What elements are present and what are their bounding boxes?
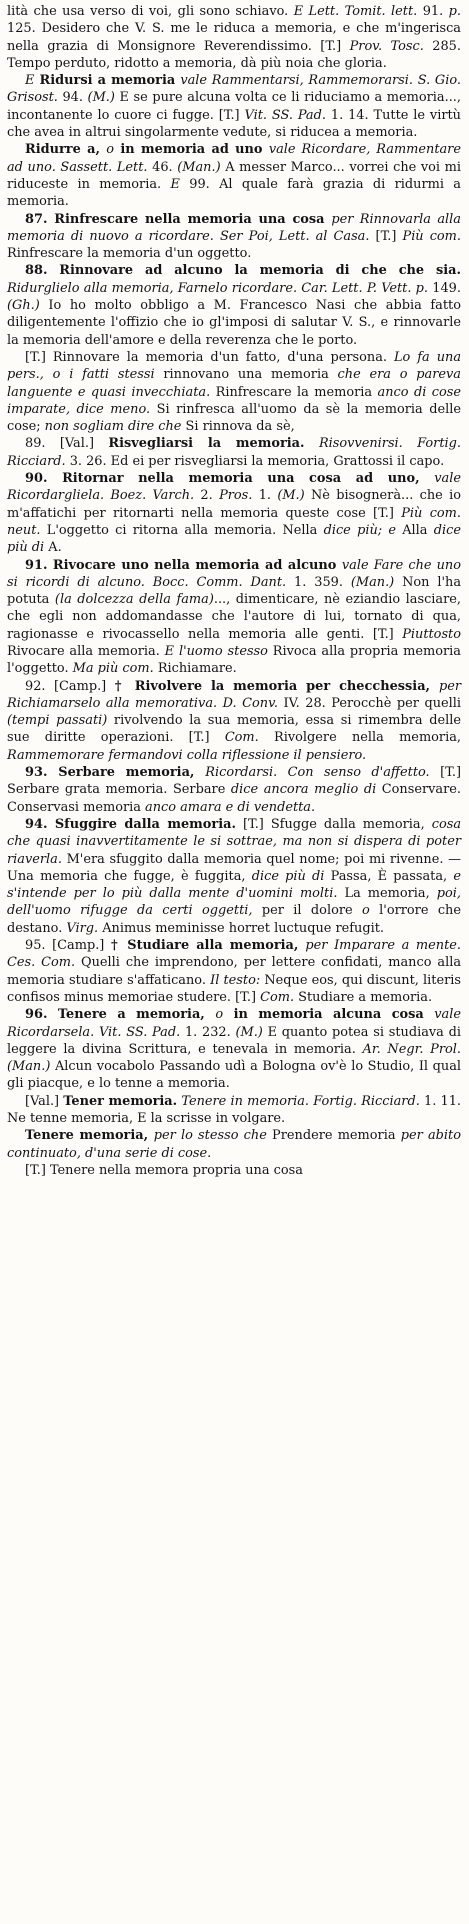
- text-run: Lo fa una pers., o i fatti stessi: [7, 349, 462, 383]
- text-run: [T.] Tenere nella memora propria una cosa: [25, 1162, 303, 1178]
- text-run: Più com.: [402, 228, 462, 244]
- text-run: dice più di: [251, 868, 325, 884]
- text-run: Tener memoria.: [63, 1093, 178, 1109]
- text-run: † Rivolvere la memoria per checchessia,: [114, 678, 439, 694]
- text-run: 3. 26. Ed ei per risvegliarsi la memoria, Grattossi il capo.: [65, 453, 445, 469]
- text-run: per abito continuato, d'una serie di cose.: [7, 1128, 461, 1161]
- text-run: E: [25, 73, 35, 89]
- text-run: vale Fare che uno si ricordi di alcuno. Bocc. Comm. Dant.: [7, 557, 461, 590]
- para-ridurre-ad-uno: [7, 141, 461, 210]
- text-run: (Gh.): [7, 298, 40, 314]
- text-run: Risovvenirsi. Fortig. Ricciard.: [7, 436, 461, 469]
- text-run: 90. Ritornar nella memoria una cosa ad uno,: [25, 471, 435, 487]
- text-run: 94.: [57, 90, 88, 106]
- text-run: 94. Sfuggire dalla memoria.: [25, 816, 236, 832]
- text-run: Rinfrescare la memoria: [210, 384, 378, 400]
- text-run: Passa, È passata,: [324, 868, 454, 884]
- text-run: vale Rammentarsi, Rammemorarsi. S. Gio. Grisost.: [7, 73, 461, 106]
- text-run: 91. Rivocare uno nella memoria ad alcuno: [25, 557, 342, 573]
- para-94-sfuggire: [7, 816, 461, 937]
- text-run: ..., dimenticare, nè eziandio lasciare, che egli non addomandasse che l'autore di lui, tornato di qua, ragionasse e rivocassello nella memoria alle genti. [T.]: [7, 592, 461, 642]
- para-90-ritornar: [7, 470, 461, 556]
- text-run: Risvegliarsi la memoria.: [108, 436, 305, 452]
- para-ridurre-memoria-examples: [7, 3, 461, 72]
- text-run: 1. 232.: [180, 1024, 236, 1040]
- para-88-rinnovare-tommaseo: [7, 349, 461, 435]
- text-run: 91.: [417, 4, 449, 19]
- text-run: rivolvendo la sua memoria, essa si rimembra delle sue diritte operazioni. [T.]: [7, 713, 461, 746]
- text-run: in memoria alcuna cosa: [223, 1007, 435, 1023]
- text-run: Rivolgere nella memoria,: [258, 730, 461, 746]
- text-run: 89. [Val.]: [25, 436, 109, 452]
- text-run: Virg.: [66, 920, 99, 936]
- text-run: Rivoca alla propria memoria l'oggetto.: [7, 643, 461, 677]
- text-run: in memoria ad uno: [114, 142, 269, 158]
- text-run: A.: [44, 540, 62, 556]
- text-run: o: [362, 903, 370, 919]
- text-run: Tenere memoria,: [25, 1128, 154, 1144]
- text-run: Rivocare alla memoria.: [7, 643, 165, 659]
- para-87-rinfrescare: [7, 211, 461, 263]
- text-run: [T.]: [369, 228, 403, 244]
- text-run: Alla: [395, 522, 434, 538]
- text-run: Com.: [224, 730, 259, 746]
- text-run: Ricordarsi. Con senso d'affetto.: [205, 765, 430, 781]
- text-run: [T.] Rinnovare la memoria d'un fatto, d'una persona.: [25, 349, 394, 365]
- text-run: (M.): [235, 1024, 263, 1040]
- text-run: La memoria,: [337, 886, 437, 902]
- text-run: vale Ricordare, Rammentare ad uno. Sassett. Lett.: [7, 142, 461, 175]
- text-run: [T.] Sfugge dalla memoria,: [235, 816, 432, 832]
- text-run: 2.: [194, 488, 220, 504]
- text-run: cosa che quasi inavvertitamente le si sottrae, ma non si dispera di poter riaverla.: [7, 816, 462, 867]
- text-run: anco di cose imparate, dice meno.: [7, 384, 461, 417]
- text-run: Quelli che imprendono, per lettere confidati, manco alla memoria studiare s'affaticano.: [7, 955, 462, 988]
- text-run: 88. Rinnovare ad alcuno la memoria di che che sia.: [25, 263, 461, 279]
- text-run: (Man.): [350, 574, 395, 590]
- text-run: Studiare a memoria.: [294, 989, 433, 1005]
- text-run: (M.): [277, 488, 305, 504]
- text-run: Pros.: [219, 488, 253, 504]
- text-run: o: [215, 1007, 224, 1023]
- text-run: 1. 14. Tutte le virtù che avea in altrui singolarmente vedute, si riducea a memoria.: [7, 107, 461, 141]
- text-run: 93. Serbare memoria,: [25, 765, 206, 781]
- para-93-serbare: [7, 764, 461, 816]
- para-96-tenere: [7, 1006, 461, 1092]
- text-run: dice ancora meglio di: [230, 782, 377, 798]
- text-run: [305, 436, 319, 451]
- text-run: Prov. Tosc.: [349, 38, 424, 54]
- text-run: Animus meminisse horret luctuque refugit.: [98, 920, 384, 936]
- text-run: E quanto potea si studiava di leggere la divina Scrittura, e tenevala in memoria.: [7, 1024, 462, 1057]
- para-tener-memoria: [7, 1093, 461, 1128]
- text-run: Nè bisognerà... che io m'affatichi per ritornarti nella memoria queste cose [T.]: [7, 488, 462, 521]
- text-run: Più com. neut.: [7, 505, 461, 538]
- text-run: (M.): [87, 90, 115, 106]
- text-run: 87. Rinfrescare nella memoria una cosa: [25, 211, 332, 227]
- text-run: Si rinfresca all'uomo da sè la memoria delle cose;: [7, 401, 461, 435]
- text-run: per Richiamarselo alla memorativa. D. Conv.: [7, 678, 461, 711]
- text-run: vale Ricordarsela. Vit. SS. Pad.: [7, 1007, 461, 1040]
- text-run: † Studiare alla memoria,: [110, 938, 306, 954]
- text-run: Tenere in memoria. Fortig. Ricciard.: [181, 1093, 420, 1109]
- text-run: 285. Tempo perduto, ridotto a memoria, dà più noia che gloria.: [7, 38, 461, 71]
- text-run: Si rinnova da sè,: [181, 419, 295, 435]
- para-91-rivocare: [7, 557, 461, 678]
- text-run: (la dolcezza della fama): [54, 592, 214, 608]
- text-run: per Imparare a mente. Ces. Com.: [7, 938, 461, 971]
- text-run: Rammemorare fermandovi colla riflessione il pensiero.: [7, 747, 367, 763]
- text-run: M'era sfuggito dalla memoria quel nome; poi mi rivenne. — Una memoria che fugge, è fuggita,: [7, 851, 461, 884]
- text-run: 46.: [147, 159, 178, 175]
- text-run: per lo stesso che: [153, 1128, 267, 1144]
- text-run: e s'intende per lo più dalla mente d'uomini molti.: [7, 868, 461, 902]
- text-run: o: [106, 142, 115, 158]
- text-run: non sogliam dire che: [44, 419, 182, 435]
- text-run: A messer Marco... vorrei che voi mi riduceste in memoria.: [7, 159, 461, 192]
- text-run: per il dolore: [252, 903, 362, 919]
- text-run: (Man.): [177, 159, 221, 175]
- para-92-rivolvere: [7, 678, 461, 764]
- text-run: 99. Al quale farà grazia di ridurmi a memoria.: [7, 176, 461, 210]
- text-run: 1. 359.: [286, 574, 351, 590]
- text-run: Prendere memoria: [266, 1128, 401, 1144]
- text-run: Ridursi a memoria: [34, 73, 181, 89]
- para-95-studiare: [7, 937, 461, 1006]
- text-run: 1. 11. Ne tenne memoria, E la scrisse in volgare.: [7, 1093, 461, 1126]
- para-89-risvegliarsi: [7, 435, 461, 470]
- text-run: Conservare. Conservasi memoria: [7, 782, 461, 815]
- text-run: p.: [448, 4, 462, 19]
- text-run: dice più; e: [323, 522, 396, 538]
- text-run: 95. [Camp.]: [25, 938, 111, 954]
- para-ridursi-a-memoria: [7, 72, 461, 141]
- para-tenere-memora-propria: [7, 1162, 461, 1179]
- text-run: Vit. SS. Pad.: [244, 107, 326, 123]
- text-run: poi, dell'uomo rifugge da certi oggetti,: [7, 886, 461, 919]
- text-run: Ridurre a,: [25, 142, 107, 158]
- text-run: dice più di: [7, 522, 461, 556]
- text-run: 96. Tenere a memoria,: [25, 1007, 216, 1023]
- para-tenere-memoria-abito: [7, 1127, 461, 1162]
- text-run: Alcun vocabolo Passando udì a Bologna ov'è lo Studio, Il qual gli piacque, e lo tenne a memoria.: [7, 1059, 461, 1092]
- text-run: vale Ricordargliela. Boez. Varch.: [7, 471, 461, 504]
- text-run: E se pure alcuna volta ce li riduciamo a memoria..., incontanente lo cuore ci fugge. [T.]: [7, 90, 461, 123]
- text-run: rinnovano una memoria: [154, 367, 338, 383]
- para-88-rinnovare: [7, 262, 461, 348]
- text-run: Ridurglielo alla memoria, Farnelo ricordare. Car. Lett. P. Vett. p.: [7, 280, 429, 296]
- text-run: Neque eos, qui discunt, literis confisos minus memoriae studere. [T.]: [7, 972, 461, 1005]
- text-run: 149.: [428, 280, 461, 296]
- text-run: Ma più com.: [72, 661, 154, 677]
- text-run: 1.: [252, 488, 278, 504]
- text-run: Non l'ha potuta: [7, 574, 462, 608]
- text-run: L'oggetto ci ritorna alla memoria. Nella: [40, 522, 324, 538]
- text-run: Il testo:: [210, 972, 261, 988]
- text-run: per Rinnovarla alla memoria di nuovo a ricordare. Ser Poi, Lett. al Casa.: [7, 211, 461, 244]
- text-run: Io ho molto obbligo a M. Francesco Nasi che abbia fatto diligentemente l'offizio che io gl'imposi di salutar V. S., e rinnovarle la memoria dell'amore e della reverenza che le porto.: [7, 298, 461, 348]
- text-run: E Lett. Tomit. lett.: [293, 4, 418, 19]
- text-run: Rinfrescare la memoria d'un oggetto.: [7, 246, 252, 262]
- text-run: Richiamare.: [153, 661, 237, 677]
- text-run: E l'uomo stesso: [164, 643, 268, 659]
- text-run: l'orrore che destano.: [7, 903, 461, 936]
- text-run: lità che usa verso di voi, gli sono schiavo.: [7, 4, 294, 19]
- text-run: anco amara e di vendetta.: [145, 799, 316, 815]
- text-run: IV. 28. Perocchè per quelli: [277, 695, 461, 711]
- text-run: Ar. Negr. Prol. (Man.): [7, 1041, 461, 1075]
- text-run: E: [170, 176, 180, 192]
- text-run: che era o pareva languente e quasi invecchiata.: [7, 367, 461, 400]
- text-run: 92. [Camp.]: [25, 678, 115, 694]
- text-run: Com.: [260, 989, 295, 1005]
- text-run: (tempi passati): [7, 713, 108, 729]
- text-run: [Val.]: [25, 1093, 64, 1109]
- text-run: 125. Desidero che V. S. me le riduca a memoria, e che m'ingerisca nella grazia di Monsignore Reverendissimo. [T.]: [7, 21, 461, 54]
- text-run: Piuttosto: [402, 626, 461, 642]
- text-run: [T.] Serbare grata memoria. Serbare: [7, 765, 461, 798]
